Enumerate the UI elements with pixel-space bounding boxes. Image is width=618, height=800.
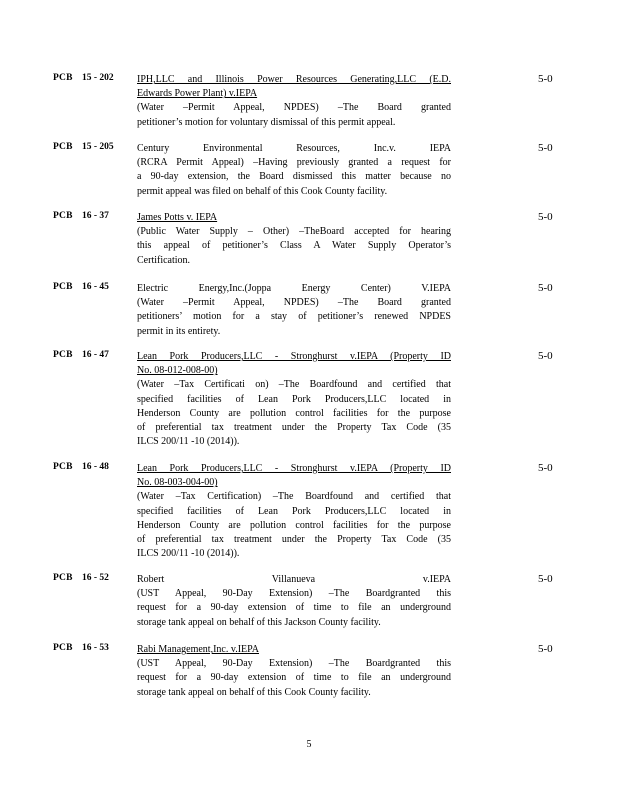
case-summary-line: (Water –Permit Appeal, NPDES) –The Board granted <box>137 297 451 309</box>
case-summary-line: this appeal of petitioner’s Class A Water Supply Operator’s <box>137 240 451 252</box>
case-summary-line: specified facilities of Lean Pork Producers,LLC located in <box>137 393 451 405</box>
docket-prefix: PCB <box>53 142 73 152</box>
case-summary-line: (Public Water Supply – Other) –TheBoard accepted for hearing <box>137 226 451 238</box>
docket-number: 16 - 37 <box>82 211 109 221</box>
case-caption-line: No. 08-012-008-00) <box>137 365 218 377</box>
docket-prefix: PCB <box>53 573 73 583</box>
case-summary-line: Henderson County are pollution control facilities for the purpose <box>137 519 451 531</box>
case-summary-line: Electric Energy,Inc.(Joppa Energy Center) V.IEPA <box>137 283 451 294</box>
docket-number: 16 - 53 <box>82 643 109 653</box>
case-description <box>137 350 451 449</box>
case-summary-line: specified facilities of Lean Pork Producers,LLC located in <box>137 505 451 517</box>
case-caption-line: No. 08-003-004-00) <box>137 477 218 489</box>
case-caption-line: James Potts v. IEPA <box>137 212 218 223</box>
case-summary-line: petitioners’ motion for a stay of petitioner’s renewed NPDES <box>137 311 451 323</box>
case-description <box>137 643 451 700</box>
docket-number: 15 - 202 <box>82 73 114 83</box>
board-vote: 5-0 <box>538 462 553 474</box>
board-vote: 5-0 <box>538 573 553 585</box>
case-summary-line: permit appeal was filed on behalf of this Cook County facility. <box>137 185 388 197</box>
case-summary-line: (Water –Permit Appeal, NPDES) –The Board granted <box>137 102 451 114</box>
board-vote: 5-0 <box>538 282 553 294</box>
board-vote: 5-0 <box>538 142 553 154</box>
case-summary-line: request for a 90-day extension of time to file an underground <box>137 602 451 614</box>
docket-number: 15 - 205 <box>82 142 114 152</box>
case-summary-line: ILCS 200/11 -10 (2014)). <box>137 436 240 448</box>
case-summary-line: ILCS 200/11 -10 (2014)). <box>137 548 240 560</box>
docket-prefix: PCB <box>53 350 73 360</box>
docket-prefix: PCB <box>53 73 73 83</box>
case-summary-line: (Water –Tax Certification) –The Boardfound and certified that <box>137 491 451 503</box>
case-summary-line: storage tank appeal on behalf of this Jackson County facility. <box>137 616 381 628</box>
docket-prefix: PCB <box>53 462 73 472</box>
case-summary-line: (Water –Tax Certificati on) –The Boardfound and certified that <box>137 379 451 391</box>
case-summary-line: (UST Appeal, 90-Day Extension) –The Boardgranted this <box>137 588 451 600</box>
docket-number: 16 - 45 <box>82 282 109 292</box>
board-vote: 5-0 <box>538 643 553 655</box>
case-summary-line: permit in its entirety. <box>137 325 221 337</box>
case-summary-line: Robert Villanueva v.IEPA <box>137 574 451 585</box>
case-description <box>137 142 451 199</box>
case-caption-line: Lean Pork Producers,LLC - Stronghurst v.IEPA (Property ID <box>137 463 451 474</box>
page-number: 5 <box>306 739 312 750</box>
case-summary-line: of preferential tax treatment under the Property Tax Code (35 <box>137 534 451 546</box>
case-caption-line: Edwards Power Plant) v.IEPA <box>137 88 258 100</box>
case-summary-line: Century Environmental Resources, Inc.v. IEPA <box>137 143 451 154</box>
case-summary-line: request for a 90-day extension of time to file an underground <box>137 672 451 684</box>
case-caption-line: IPH,LLC and Illinois Power Resources Generating,LLC (E.D. <box>137 74 451 85</box>
case-summary-line: petitioner’s motion for voluntary dismissal of this permit appeal. <box>137 116 396 128</box>
case-description <box>137 462 451 561</box>
case-summary-line: Certification. <box>137 254 191 266</box>
docket-number: 16 - 48 <box>82 462 109 472</box>
case-description <box>137 211 451 268</box>
case-summary-line: a 90-day extension, the Board dismissed this matter because no <box>137 171 451 183</box>
docket-number: 16 - 52 <box>82 573 109 583</box>
case-description <box>137 573 451 630</box>
case-description <box>137 282 451 339</box>
docket-number: 16 - 47 <box>82 350 109 360</box>
docket-prefix: PCB <box>53 282 73 292</box>
case-summary-line: (RCRA Permit Appeal) –Having previously granted a request for <box>137 157 451 169</box>
docket-prefix: PCB <box>53 643 73 653</box>
board-vote: 5-0 <box>538 350 553 362</box>
case-summary-line: (UST Appeal, 90-Day Extension) –The Boardgranted this <box>137 658 451 670</box>
case-summary-line: Henderson County are pollution control facilities for the purpose <box>137 407 451 419</box>
board-vote: 5-0 <box>538 211 553 223</box>
docket-prefix: PCB <box>53 211 73 221</box>
board-vote: 5-0 <box>538 73 553 85</box>
case-caption-line: Rabi Management,Inc. v.IEPA <box>137 644 260 655</box>
case-description <box>137 73 451 130</box>
case-caption-line: Lean Pork Producers,LLC - Stronghurst v.IEPA (Property ID <box>137 351 451 362</box>
case-summary-line: of preferential tax treatment under the Property Tax Code (35 <box>137 422 451 434</box>
case-summary-line: storage tank appeal on behalf of this Cook County facility. <box>137 686 371 698</box>
